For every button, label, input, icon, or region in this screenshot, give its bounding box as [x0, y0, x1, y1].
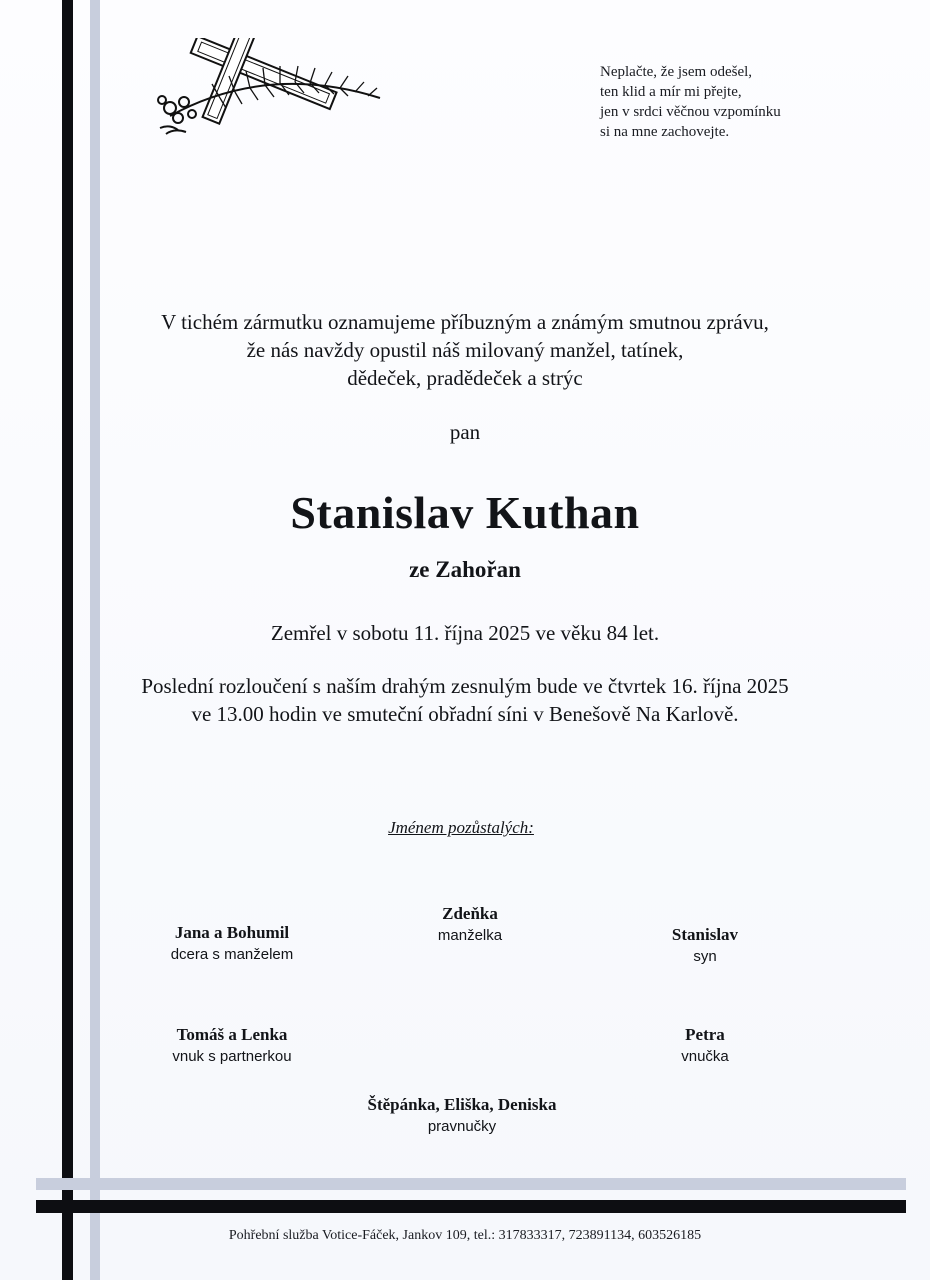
mourner-name: Zdeňka: [442, 904, 498, 923]
mourner-relation: vnučka: [681, 1048, 729, 1065]
mourner-relation: manželka: [437, 927, 503, 944]
mourner-relation: dcera s manželem: [170, 946, 294, 963]
mourner-name: Jana a Bohumil: [174, 923, 290, 942]
death-notice: Zemřel v sobotu 11. října 2025 ve věku 84 let.: [270, 621, 660, 645]
mourner-name: Tomáš a Lenka: [176, 1025, 288, 1044]
mourner-wife: [370, 903, 570, 947]
intro-line: V tichém zármutku oznamujeme příbuzným a známým smutnou zprávu,: [161, 310, 769, 334]
mourner-name: Petra: [685, 1025, 725, 1044]
deceased-name: Stanislav Kuthan: [290, 487, 640, 538]
poem-verse: [600, 62, 880, 142]
mourner-name: Stanislav: [671, 925, 739, 944]
mourner-granddaughter: [605, 1024, 805, 1068]
farewell-info: [0, 672, 930, 728]
signed-heading: [0, 818, 930, 838]
mourner-relation: pravnučky: [427, 1118, 497, 1135]
farewell-line: Poslední rozloučení s naším drahým zesnulým bude ve čtvrtek 16. října 2025: [141, 674, 789, 698]
farewell-line: ve 13.00 hodin ve smuteční obřadní síni v Benešově Na Karlově.: [191, 702, 739, 726]
poem-line: jen v srdci věčnou vzpomínku: [600, 104, 781, 120]
intro-line: dědeček, pradědeček a strýc: [347, 366, 583, 390]
poem-line: Neplačte, že jsem odešel,: [600, 64, 753, 80]
signed-heading-text: Jménem pozůstalých:: [388, 818, 534, 837]
announcement-intro: [0, 308, 930, 392]
mourner-son: [605, 924, 805, 968]
border-line-black-horizontal: [36, 1200, 906, 1213]
mourner-relation: syn: [693, 948, 717, 965]
mourner-great-granddaughters: [312, 1094, 612, 1138]
mourner-relation: vnuk s partnerkou: [172, 1048, 292, 1065]
intro-line: že nás navždy opustil náš milovaný manžel, tatínek,: [246, 338, 684, 362]
cross-palm-icon: [140, 38, 390, 148]
poem-line: si na mne zachovejte.: [600, 124, 730, 140]
deceased-origin: ze Zahořan: [409, 557, 521, 582]
funeral-service-footer: Pohřební služba Votice-Fáček, Jankov 109, tel.: 317833317, 723891134, 603526185: [228, 1228, 702, 1243]
poem-line: ten klid a mír mi přejte,: [600, 84, 742, 100]
title-pan: pan: [449, 420, 481, 444]
border-line-grey-horizontal: [36, 1178, 906, 1190]
mourner-name: Štěpánka, Eliška, Deniska: [367, 1095, 557, 1114]
mourner-daughter: [122, 922, 342, 966]
mourner-grandson: [122, 1024, 342, 1068]
